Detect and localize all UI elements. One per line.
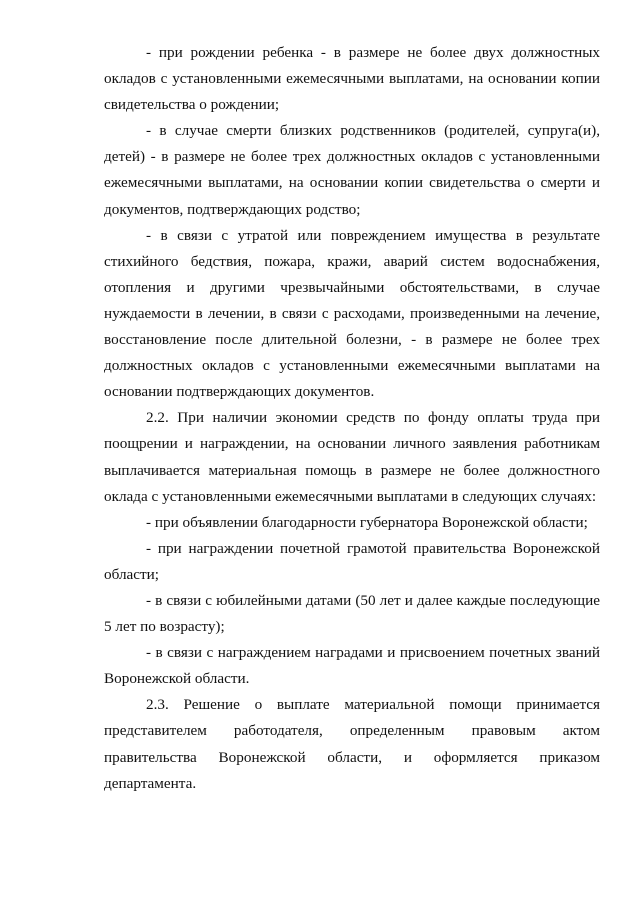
- paragraph-awards-titles: - в связи с награждением наградами и присвоением почетных званий Воронежской области.: [104, 644, 600, 688]
- document-page: [104, 40, 600, 797]
- paragraph-birth-of-child: - при рождении ребенка - в размере не более двух должностных окладов с установленными ежемесячными выплатами, на основании копии свидетельства о рождении;: [104, 44, 600, 114]
- paragraph-section-2-2: 2.2. При наличии экономии средств по фонду оплаты труда при поощрении и награждении, на основании личного заявления работникам выплачивается материальная помощь в размере не более должностного оклада с установленными ежемесячными выплатами в следующих случаях:: [104, 409, 600, 505]
- paragraph-death-of-relatives: - в случае смерти близких родственников (родителей, супруга(и), детей) - в размере не более трех должностных окладов с установленными ежемесячными выплатами, на основании копии свидетельства о смерти и документов, подтверждающих родство;: [104, 122, 600, 218]
- paragraph-governor-gratitude: - при объявлении благодарности губернатора Воронежской области;: [146, 513, 588, 531]
- paragraph-anniversary-dates: - в связи с юбилейными датами (50 лет и далее каждые последующие 5 лет по возрасту);: [104, 591, 600, 636]
- paragraph-section-2-3: 2.3. Решение о выплате материальной помощи принимается представителем работодателя, определенным правовым актом правительства Воронежской области, и оформляется приказом департамента.: [104, 696, 600, 792]
- paragraph-property-loss: - в связи с утратой или повреждением имущества в результате стихийного бедствия, пожара, кражи, аварий систем водоснабжения, отопления и другими чрезвычайными обстоятельствами, в случае нуждаемости в лечении, в связи с расходами, произведенными на лечение, восстановление после длительной болезни, - в размере не более трех должностных окладов с установленными ежемесячными выплатами на основании подтверждающих документов.: [104, 226, 600, 401]
- paragraph-honorary-diploma: - при награждении почетной грамотой правительства Воронежской области;: [104, 539, 600, 583]
